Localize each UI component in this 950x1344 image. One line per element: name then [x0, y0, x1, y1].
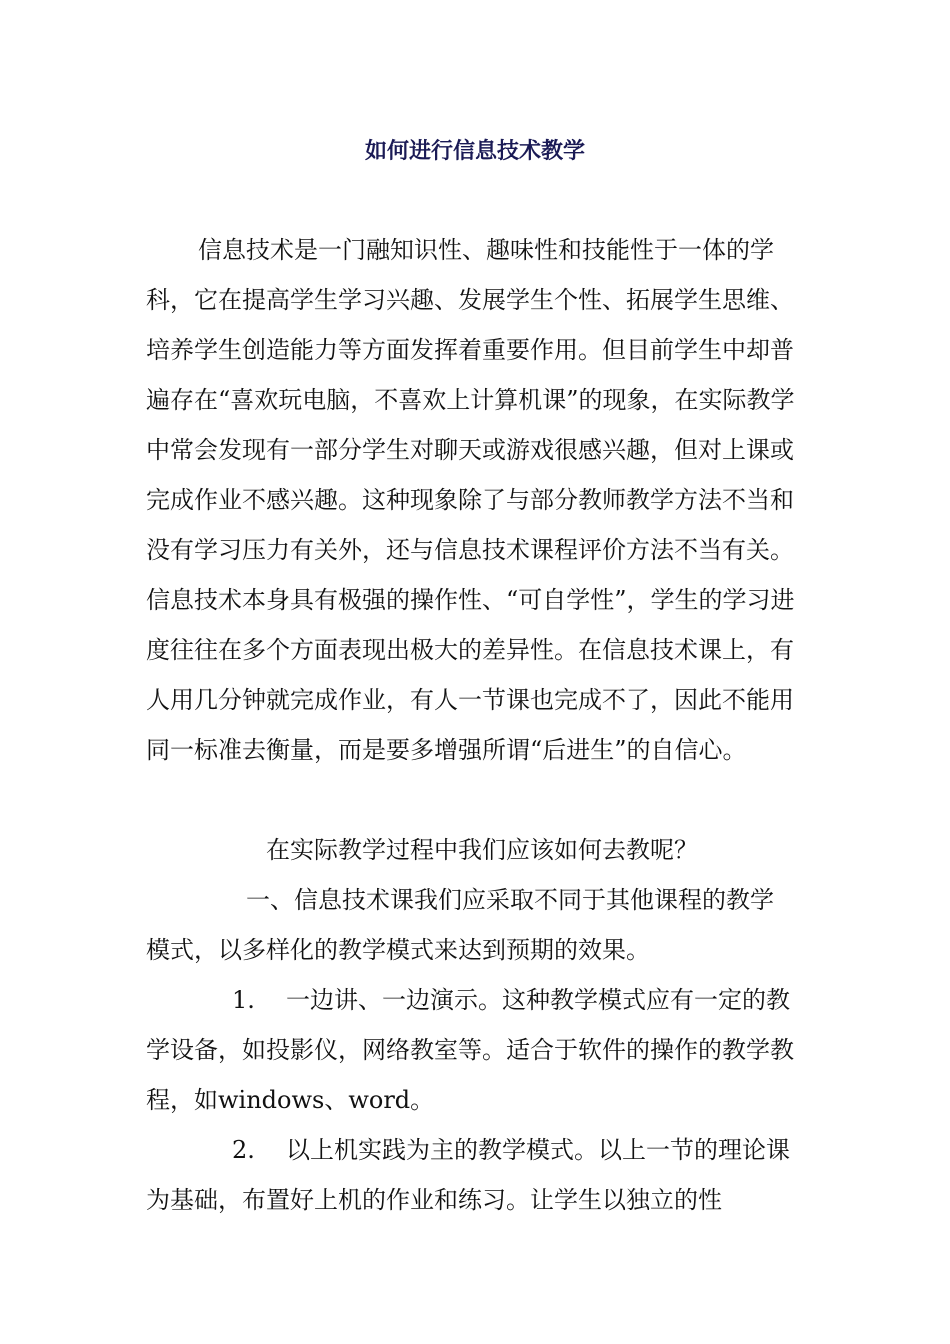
list-item-1: [146, 975, 796, 1125]
list-item-2-text: 以上机实践为主的教学模式。以上一节的理论课为基础，布置好上机的作业和练习。让学生以独立的性: [146, 1136, 790, 1214]
intro-paragraph: 信息技术是一门融知识性、趣味性和技能性于一体的学科，它在提高学生学习兴趣、发展学生个性、拓展学生思维、培养学生创造能力等方面发挥着重要作用。但目前学生中却普遍存在“喜欢玩电脑，不喜欢上计算机课”的现象，在实际教学中常会发现有一部分学生对聊天或游戏很感兴趣，但对上课或完成作业不感兴趣。这种现象除了与部分教师教学方法不当和没有学习压力有关外，还与信息技术课程评价方法不当有关。信息技术本身具有极强的操作性、“可自学性”，学生的学习进度往往在多个方面表现出极大的差异性。在信息技术课上，有人用几分钟就完成作业，有人一节课也完成不了，因此不能用同一标准去衡量，而是要多增强所谓“后进生”的自信心。: [146, 236, 795, 764]
list-item-1-text: 一边讲、一边演示。这种教学模式应有一定的教学设备，如投影仪，网络教室等。适合于软件的操作的教学教程，如windows、word。: [146, 986, 794, 1114]
section-one-paragraph: 一、信息技术课我们应采取不同于其他课程的教学模式，以多样化的教学模式来达到预期的效果。: [146, 886, 774, 964]
document-title: 如何进行信息技术教学: [364, 139, 585, 164]
list-item-2-number: 2.: [232, 1136, 255, 1164]
list-item-1-number: 1.: [232, 986, 255, 1014]
list-item-2: [146, 1125, 796, 1225]
question-paragraph: 在实际教学过程中我们应该如何去教呢？: [266, 836, 698, 864]
